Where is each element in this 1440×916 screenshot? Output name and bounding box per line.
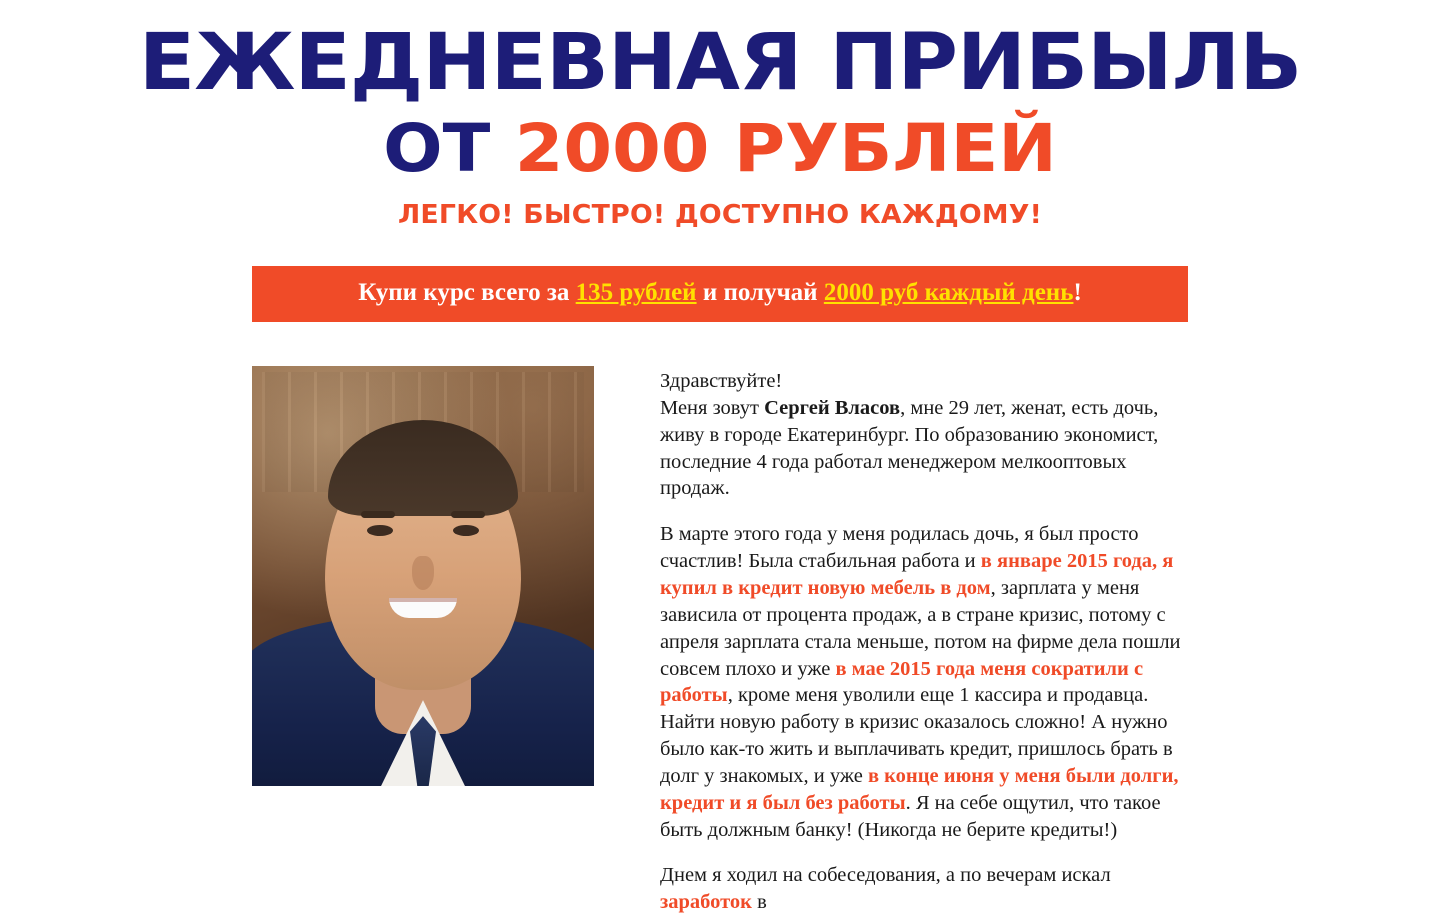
story-p2-part-3: , кроме меня уволили еще 1 кассира и продавца. Найти новую работу в кризис оказалось сложно! А нужно было как-то жить и выплачивать кредит, пришлось брать в долг у знакомых, и уже: [660, 684, 1173, 787]
headline-block: [0, 0, 1440, 230]
author-eyebrow-right: [451, 511, 485, 518]
story-intro-part-1: Меня зовут: [660, 396, 765, 419]
story-p2-highlight-3: в конце июня у меня были долги, кредит и я был без работы: [660, 764, 1179, 814]
story-p2-highlight-1: в январе 2015 года, я купил в кредит новую мебель в дом: [660, 550, 1174, 599]
story-greeting-paragraph: [660, 368, 1188, 502]
author-name: Сергей Власов: [764, 396, 901, 419]
headline-amount: 2000: [514, 110, 710, 188]
story-greeting: Здравствуйте!: [660, 370, 783, 393]
story-p2-highlight-2: в мае 2015 года меня сократили с работы: [660, 657, 1144, 707]
author-photo-column: [252, 366, 594, 916]
offer-price: 135 рублей: [575, 279, 697, 307]
story-paragraph-2: [660, 521, 1188, 843]
author-photo: [252, 366, 594, 786]
offer-text-part-3: !: [1073, 279, 1082, 307]
author-eyebrow-left: [361, 511, 395, 518]
headline-line-2-suffix: РУБЛЕЙ: [709, 110, 1057, 188]
story-intro-part-2: , мне 29 лет, женат, есть дочь, живу в городе Екатеринбург. По образованию экономист, последние 4 года работал менеджером мелкооптовых продаж.: [660, 396, 1159, 500]
story-section: [252, 366, 1188, 916]
story-p2-part-1: В марте этого года у меня родилась дочь, я был просто счастлив! Была стабильная работа и: [660, 523, 1139, 573]
author-nose: [412, 556, 434, 590]
story-p3-part-1: Днем я ходил на собеседования, а по вечерам искал: [660, 864, 1111, 887]
offer-text-part-1: Купи курс всего за: [358, 279, 576, 307]
story-p2-part-4: . Я на себе ощутил, что такое быть должным банку! (Никогда не берите кредиты!): [660, 791, 1161, 841]
story-p3-part-2: в: [751, 891, 767, 914]
offer-text-part-2: и получай: [696, 279, 824, 307]
headline-line-1: ЕЖЕДНЕВНАЯ ПРИБЫЛЬ: [138, 18, 1302, 108]
offer-banner: [252, 266, 1188, 322]
story-paragraph-3: [660, 862, 1188, 916]
story-text-column: [594, 366, 1188, 916]
headline-line-2-prefix: ОТ: [383, 110, 515, 188]
headline-subline: ЛЕГКО! БЫСТРО! ДОСТУПНО КАЖДОМУ!: [397, 200, 1043, 231]
offer-income: 2000 руб каждый день: [823, 279, 1074, 307]
story-p3-highlight-1: заработок: [660, 891, 752, 914]
author-mouth: [389, 598, 457, 618]
story-p2-part-2: , зарплата у меня зависила от процента продаж, а в стране кризис, потому с апреля зарплата стала меньше, потом на фирме дела пошли совсем плохо и уже: [660, 577, 1181, 680]
headline-line-2: [0, 110, 1440, 188]
